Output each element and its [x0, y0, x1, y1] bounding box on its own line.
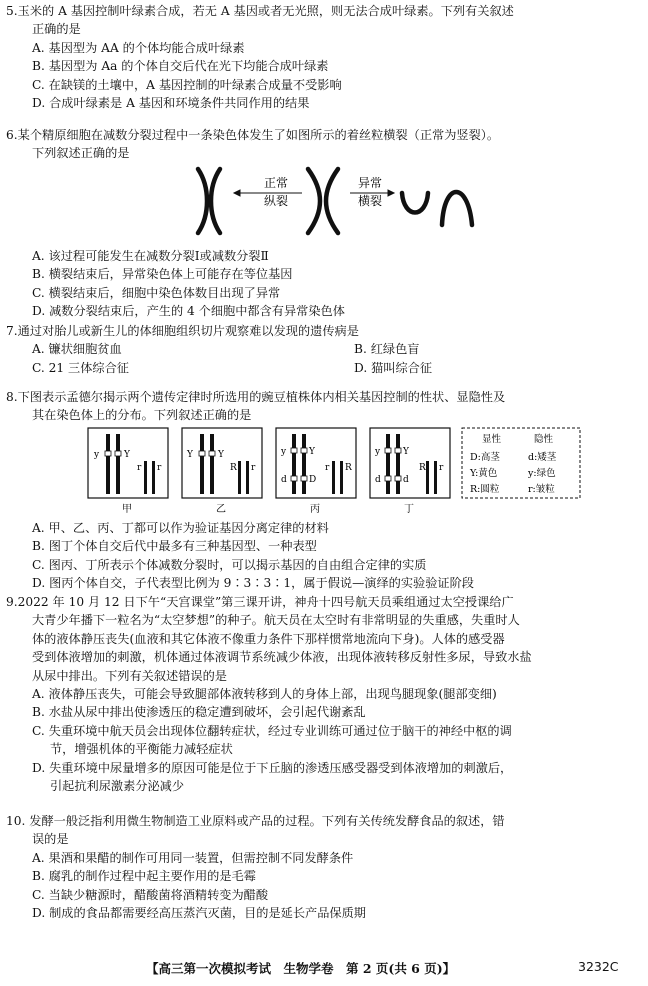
- question-7-option-a: A. 镰状细胞贫血: [32, 342, 122, 357]
- legend-row-2-recessive: y:绿色: [528, 468, 556, 479]
- question-6-option-b: B. 横裂结束后，异常染色体上可能存在等位基因: [32, 267, 293, 282]
- legend-row-2-dominant: Y:黄色: [470, 468, 498, 479]
- question-9-stem-line-2: 大青少年播下一粒名为“太空梦想”的种子。航天员在太空时有非常明显的失重感，失重时人: [32, 613, 520, 628]
- question-8-options: [6, 519, 642, 593]
- question-7-option-b: B. 红绿色盲: [354, 342, 420, 357]
- legend-dominant-head: 显性: [482, 434, 502, 445]
- question-9-option-d-line-2: 引起抗利尿激素分泌减少: [50, 779, 185, 794]
- abnormal-label-2: 横裂: [358, 194, 383, 208]
- question-10-option-a: A. 果酒和果醋的制作可用同一装置，但需控制不同发酵条件: [32, 850, 354, 865]
- centromere-split-figure: [190, 165, 480, 237]
- question-6-option-c: C. 横裂结束后，细胞中染色体数目出现了异常: [32, 285, 281, 300]
- question-5-option-a: A. 基因型为 AA 的个体均能合成叶绿素: [32, 40, 245, 55]
- question-9: [6, 593, 642, 795]
- question-10-option-d: D. 制成的食品都需要经高压蒸汽灭菌，目的是延长产品保质期: [32, 906, 366, 921]
- question-7: [6, 322, 642, 377]
- cell-bing-extra-left: d: [281, 475, 287, 485]
- pea-genotype-figure: [86, 426, 586, 514]
- question-9-option-c-line-1: C. 失重环境中航天员会出现体位翻转症状，经过专业训练可通过位于脑干的神经中枢的调: [32, 723, 512, 738]
- question-10: [6, 812, 642, 922]
- chromosome-before-split: [198, 169, 220, 233]
- question-5-stem-line-2: 正确的是: [32, 22, 81, 37]
- cell-yi-small-left: R: [230, 463, 237, 473]
- question-6-option-d: D. 减数分裂结束后，产生的 4 个细胞中都含有异常染色体: [32, 304, 345, 319]
- cell-jia: [88, 428, 168, 514]
- exam-footer-label: 【高三第一次模拟考试 生物学卷 第 2 页(共 6 页)】: [146, 961, 456, 976]
- cell-yi-name: 乙: [216, 504, 226, 514]
- question-7-option-d: D. 猫叫综合征: [354, 360, 433, 375]
- legend-row-1-dominant: D:高茎: [470, 452, 500, 463]
- cell-yi-small-right: r: [251, 463, 256, 473]
- cell-ding-small-left: R: [419, 463, 426, 473]
- question-7-stem: 7.通过对胎儿或新生儿的体细胞组织切片观察难以发现的遗传病是: [6, 324, 359, 338]
- question-6: [6, 126, 642, 163]
- question-6-stem-line-1: 6.某个精原细胞在减数分裂过程中一条染色体发生了如图所示的着丝粒横裂（正常为竖裂）。: [6, 128, 500, 142]
- cell-jia-name: 甲: [122, 504, 132, 514]
- cell-ding-big-left: y: [375, 447, 381, 457]
- question-9-option-c-line-2: 节，增强机体的平衡能力减轻症状: [50, 742, 233, 757]
- cell-yi-big-left: Y: [187, 450, 193, 460]
- cell-bing-big-left: y: [281, 447, 287, 457]
- cell-bing-extra-right: D: [309, 475, 317, 485]
- cell-jia-small-left: r: [137, 463, 142, 473]
- question-8-option-a: A. 甲、乙、丙、丁都可以作为验证基因分离定律的材料: [32, 521, 329, 535]
- question-8-stem-line-1: 8.下图表示孟德尔揭示两个遗传定律时所选用的豌豆植株体内相关基因控制的性状、显隐性及: [6, 390, 506, 404]
- question-7-option-c: C. 21 三体综合征: [32, 360, 129, 375]
- cell-ding: [370, 428, 450, 514]
- question-10-option-c: C. 当缺少糖源时，醋酸菌将酒精转变为醋酸: [32, 887, 269, 902]
- question-9-stem-line-1: 9.2022 年 10 月 12 日下午“天宫课堂”第三课开讲，神舟十四号航天员乘组通过太空授课给广: [6, 595, 514, 609]
- cell-ding-big-right: Y: [403, 447, 409, 457]
- question-8-stem-line-2: 其在染色体上的分布。下列叙述正确的是: [32, 408, 252, 423]
- question-10-stem-line-2: 误的是: [32, 832, 69, 847]
- question-10-option-b: B. 腐乳的制作过程中起主要作用的是毛霉: [32, 869, 256, 884]
- question-10-stem-line-1: 10. 发酵一般泛指利用微生物制造工业原料或产品的过程。下列有关传统发酵食品的叙述，错: [6, 814, 505, 828]
- question-8-option-c: C. 图丙、丁所表示个体减数分裂时，可以揭示基因的自由组合定律的实质: [32, 557, 427, 572]
- question-9-stem-line-3: 体的液体静压丧失(血液和其它体液不像重力条件下那样惯常地流向下身)。人体的感受器: [32, 631, 505, 646]
- cell-bing-name: 丙: [310, 504, 320, 514]
- question-8-option-b: B. 图丁个体自交后代中最多有三种基因型、一种表型: [32, 539, 317, 554]
- question-5-option-c: C. 在缺镁的土壤中，A 基因控制的叶绿素合成量不受影响: [32, 77, 342, 92]
- cell-ding-extra-right: d: [403, 475, 409, 485]
- question-5-option-d: D. 合成叶绿素是 A 基因和环境条件共同作用的结果: [32, 96, 310, 111]
- question-9-stem-line-5: 从尿中排出。下列有关叙述错误的是: [32, 668, 227, 683]
- cell-ding-small-right: r: [439, 463, 444, 473]
- question-9-stem-line-4: 受到体液增加的刺激，机体通过体液调节系统减少体液，出现体液转移反射性多尿，导致水盐: [32, 650, 532, 665]
- cell-jia-big-right: Y: [124, 450, 130, 460]
- cell-yi-big-right: Y: [218, 450, 224, 460]
- cell-ding-extra-left: d: [375, 475, 381, 485]
- question-5-option-b: B. 基因型为 Aa 的个体自交后代在光下均能合成叶绿素: [32, 59, 329, 74]
- question-6-option-a: A. 该过程可能发生在减数分裂Ⅰ或减数分裂Ⅱ: [32, 249, 269, 263]
- normal-label-2: 纵裂: [264, 194, 289, 208]
- cell-bing-big-right: Y: [309, 447, 315, 457]
- trait-legend: [462, 428, 580, 498]
- question-5: [6, 2, 642, 112]
- normal-label-1: 正常: [264, 176, 289, 190]
- cell-bing: [276, 428, 356, 514]
- cell-jia-small-right: r: [157, 463, 162, 473]
- cell-jia-big-left: y: [94, 450, 100, 460]
- chromosome-after-transverse-split: [402, 192, 472, 225]
- question-6-options: [6, 247, 642, 321]
- question-9-option-a: A. 液体静压丧失，可能会导致腿部体液转移到人的身体上部，出现鸟腿现象(腿部变细): [32, 687, 497, 702]
- question-8-option-d: D. 图丙个体自交，子代表型比例为 9∶3∶3∶1，属于假说—演绎的实验验证阶段: [32, 576, 474, 591]
- chromosome-replicated: [308, 169, 338, 233]
- abnormal-label-1: 异常: [358, 176, 383, 190]
- exam-code: 3232C: [578, 959, 619, 974]
- legend-row-1-recessive: d:矮茎: [528, 452, 557, 463]
- legend-row-3-dominant: R:圆粒: [470, 484, 500, 495]
- question-5-stem-line-1: 5.玉米的 A 基因控制叶绿素合成，若无 A 基因或者无光照，则无法合成叶绿素。下列有关叙述: [6, 4, 514, 18]
- cell-yi: [182, 428, 262, 514]
- legend-row-3-recessive: r:皱粒: [528, 484, 555, 495]
- question-9-option-b: B. 水盐从尿中排出使渗透压的稳定遭到破坏，会引起代谢紊乱: [32, 705, 366, 720]
- cell-bing-small-left: r: [325, 463, 330, 473]
- cell-bing-small-right: R: [345, 463, 352, 473]
- legend-recessive-head: 隐性: [534, 434, 554, 445]
- question-8: [6, 388, 642, 425]
- question-9-option-d-line-1: D. 失重环境中尿量增多的原因可能是位于下丘脑的渗透压感受器受到体液增加的刺激后，: [32, 760, 513, 775]
- cell-ding-name: 丁: [404, 504, 414, 514]
- question-6-stem-line-2: 下列叙述正确的是: [32, 146, 130, 161]
